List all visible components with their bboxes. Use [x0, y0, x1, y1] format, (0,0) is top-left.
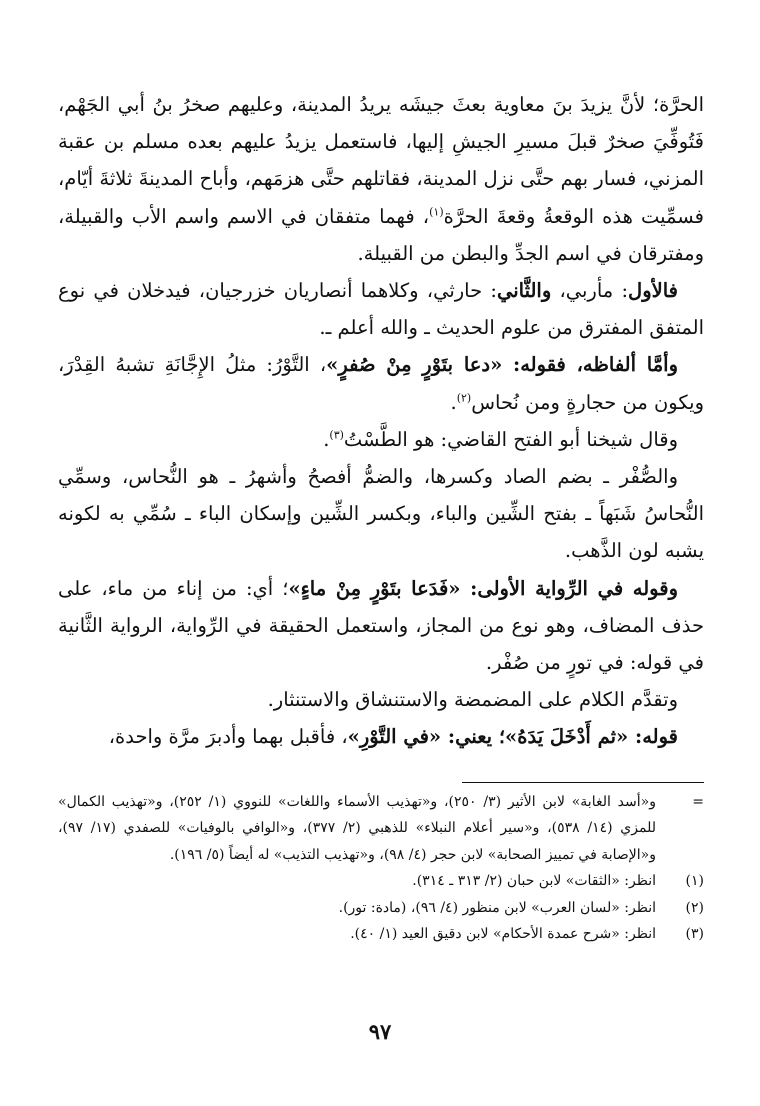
paragraph-1-text: الحرَّة؛ لأنَّ يزيدَ بنَ معاوية بعثَ جيشَه يريدُ المدينة، وعليهم صخرُ بنُ أبي الجَهْم، فَتُوفِّيَ صخرٌ قبلَ مسيرِ الجيشِ إليها، فاستعمل يزيدُ عليهم بعده مسلم بن عقبة المزني، فسار بهم حتَّى نزل المدينة، فقاتلهم حتَّى هزمَهم، وأباح المدينةَ ثلاثةَ أيّام، فسمِّيت هذه الوقعةُ وقعةَ الحرَّة: [58, 93, 704, 228]
paragraph-6-tail: ؛ أي: من إناء من ماء، على حذف المضاف، وهو نوع من المجاز، واستعمل الحقيقة في الرِّواية، الرواية الثَّانية في قوله: في تورٍ من صُفْر.: [58, 576, 704, 675]
footnote-text: انظر: «شرح عمدة الأحكام» لابن دقيق العيد (١/ ٤٠).: [350, 926, 656, 943]
footnote-separator: [462, 782, 704, 783]
paragraph-5: [58, 458, 704, 570]
paragraph-4-end: .: [323, 427, 330, 451]
paragraph-2-mid: : مأربي،: [551, 279, 629, 303]
paragraph-2-lead-2: والثَّاني: [496, 279, 552, 303]
paragraph-8-tail: ، فأقبل بهما وأدبرَ مرَّة واحدة،: [108, 725, 348, 749]
paragraph-2: [58, 272, 704, 346]
paragraph-1-tail: ، فهما متفقان في الاسم واسم الأب والقبيلة، ومفترقان في اسم الجدِّ والبطن من القبيلة.: [58, 204, 704, 265]
footnote-2: [58, 895, 704, 922]
paragraph-8: [58, 718, 704, 755]
page-number: ٩٧: [368, 1019, 392, 1044]
footnote-marker: (٣): [685, 926, 704, 943]
paragraph-6: [58, 570, 704, 682]
paragraph-8-lead: قوله: «ثم أَدْخَلَ يَدَهُ»؛ يعني: «في التَّوْرِ»: [347, 725, 678, 749]
footnote-continuation: [58, 789, 704, 869]
footnote-marker: (١): [685, 873, 704, 890]
paragraph-3: [58, 346, 704, 420]
paragraph-2-lead: فالأول: [628, 279, 678, 303]
paragraph-6-lead: وقوله في الرِّواية الأولى: «فَدَعا بتَوْرٍ مِنْ ماءٍ»: [288, 576, 678, 600]
paragraph-5-text: والصُّفْر ـ بضم الصاد وكسرها، والضمُّ أفصحُ وأشهرُ ـ هو النُّحاس، وسمِّي النُّحاسُ شَبَهاً ـ بفتح الشِّين والباء، وبكسر الشِّين وإسكان الباء ـ سُمِّي به لكونه يشبه لون الذَّهب.: [58, 465, 704, 563]
paragraph-3-end: .: [450, 390, 457, 414]
paragraph-3-lead: وأمَّا ألفاظه، فقوله: [520, 353, 678, 377]
footnote-3: [58, 921, 704, 948]
paragraph-3-tail: ، التَّوْرُ: مثلُ الإِجَّانَةِ تشبهُ القِدْرَ، ويكون من حجارةٍ ومن نُحاس: [58, 353, 704, 414]
paragraph-2-tail: : حارثي، وكلاهما أنصاريان خزرجيان، فيدخلان في نوع المتفق المفترق من علوم الحديث ـ والله أعلم ـ.: [58, 279, 704, 340]
footnote-text: و«أسد الغابة» لابن الأثير (٣/ ٢٥٠)، و«تهذيب الأسماء واللغات» للنووي (١/ ٢٥٢)، و«تهذيب الكمال» للمزي (١٤/ ٥٣٨)، و«سير أعلام النبلاء» للذهبي (٢/ ٣٧٧)، و«الوافي بالوفيات» للصفدي (١٧/ ٩٧)، و«الإصابة في تمييز الصحابة» لابن حجر (٤/ ٩٨)، و«تهذيب التذيب» له أيضاً (٥/ ١٩٦).: [58, 793, 656, 863]
paragraph-4-text: وقال شيخنا أبو الفتح القاضي: هو الطَّسْتُ: [343, 427, 678, 451]
paragraph-1: [58, 86, 704, 272]
footnote-1: [58, 868, 704, 895]
paragraph-3-quote: : «دعا بتَوْرٍ مِنْ صُفرٍ»: [326, 353, 521, 377]
paragraph-7: [58, 681, 704, 718]
footnotes: [58, 789, 704, 948]
footnote-text: انظر: «لسان العرب» لابن منظور (٤/ ٩٦)، (مادة: تور).: [338, 899, 656, 916]
main-text: [58, 86, 704, 756]
paragraph-7-text: وتقدَّم الكلام على المضمضة والاستنشاق والاستنثار.: [267, 688, 678, 712]
paragraph-4: [58, 421, 704, 458]
footnote-marker: =: [692, 793, 704, 810]
footnote-ref-1[interactable]: (١): [429, 205, 444, 219]
footnote-marker: (٢): [685, 899, 704, 916]
footnote-ref-2[interactable]: (٢): [456, 391, 472, 405]
footnote-ref-3[interactable]: (٣): [329, 428, 344, 442]
footnote-text: انظر: «الثقات» لابن حبان (٢/ ٣١٣ ـ ٣١٤).: [412, 873, 656, 890]
